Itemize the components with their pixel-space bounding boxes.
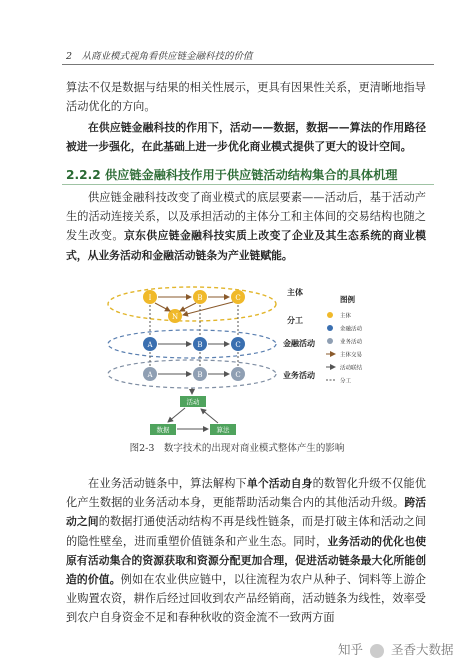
paragraph-4-text-b: 的数智化升级不仅能优化产生数据的业务活动本身，更能帮助活动集合内的其他活动升级。: [66, 477, 426, 510]
watermark-left: 知乎: [338, 642, 364, 657]
paragraph-3: [66, 188, 426, 265]
svg-text:I: I: [148, 294, 152, 302]
paragraph-3-bold: 京东供应链金融科技实质上改变了企业及其生态系统的商业模式，从业务活动和金融活动链条为产业链赋能。: [66, 229, 426, 262]
subject-ellipse: [108, 287, 276, 321]
node-i: [143, 290, 157, 304]
svg-text:B: B: [197, 294, 203, 302]
legend-trade: [326, 351, 363, 359]
business-model-diagram: [100, 282, 400, 438]
svg-text:N: N: [171, 313, 179, 321]
business-node-a: [143, 367, 157, 381]
paragraph-4-text-d: 例如在农业供应链中，以往流程为农户从种子、饲料等上游企业购置农资，耕作后经过回收到农产品经销商，活动链条为线性，效率受到农户自身资金不足和春种秋收的资金流不一致两方面: [66, 573, 426, 625]
watermark-right: 圣香大数据: [390, 642, 454, 657]
svg-text:A: A: [147, 371, 153, 379]
section-number: 2.2.2: [66, 168, 101, 182]
svg-text:分工: 分工: [340, 378, 352, 385]
section-title-text: 供应链金融科技作用于供应链活动结构集合的具体机理: [104, 168, 398, 182]
legend-link: [326, 364, 363, 372]
page-header: 2 从商业模式视角看供应链金融科技的价值: [66, 51, 253, 62]
legend-subject: [327, 312, 352, 320]
business-ellipse: [108, 360, 276, 388]
paragraph-4-bold-a: 单个活动自身: [246, 477, 313, 490]
row-label-subject: 主体: [287, 287, 303, 297]
paragraph-1: 算法不仅是数据与结果的相关性展示，更具有因果性关系，更清晰地指导活动优化的方向。: [66, 81, 426, 114]
figure-caption: 图2-3 数字技术的出现对商业模式整体产生的影响: [129, 443, 345, 454]
svg-text:B: B: [197, 341, 203, 349]
svg-text:业务活动: 业务活动: [340, 339, 363, 346]
paragraph-4: [66, 474, 426, 628]
watermark: [338, 640, 454, 658]
svg-text:B: B: [197, 371, 203, 379]
node-c: [231, 290, 245, 304]
business-node-b: [193, 367, 207, 381]
svg-text:数据: 数据: [156, 426, 170, 434]
paragraph-4-text-a: 在业务活动链条中，算法解构下: [88, 477, 247, 490]
node-n: [168, 309, 182, 323]
section-title: [66, 166, 397, 183]
legend-title: 图例: [340, 295, 355, 304]
svg-text:主体: 主体: [340, 313, 352, 320]
finance-node-a: [143, 337, 157, 351]
svg-text:A: A: [147, 341, 153, 349]
business-node-c: [231, 367, 245, 381]
svg-text:活动联结: 活动联结: [340, 365, 363, 372]
paragraph-4-text-c: 的数据打通使活动结构不再是线性链条，而是打破主体和活动之间的隐性壁垒，进而重塑价值链条和产业生态。同时，: [66, 515, 426, 548]
legend-division: [326, 377, 352, 385]
svg-text:C: C: [235, 371, 241, 379]
svg-text:C: C: [235, 294, 241, 302]
header-rule: [62, 64, 434, 65]
section-rule: [62, 184, 434, 185]
paragraph-2-bold: 在供应链金融科技的作用下，活动——数据，数据——算法的作用路径被进一步强化，在此基础上进一步优化商业模式提供了更大的设计空间。: [66, 121, 426, 154]
svg-text:金融活动: 金融活动: [340, 326, 363, 333]
paragraph-2: [66, 118, 426, 156]
row-label-business: 业务活动: [283, 370, 315, 380]
legend-business: [327, 338, 363, 346]
svg-text:主体交易: 主体交易: [340, 352, 363, 359]
node-b: [193, 290, 207, 304]
finance-node-b: [193, 337, 207, 351]
watermark-paw-icon: [370, 644, 384, 658]
finance-ellipse: [108, 330, 276, 358]
svg-text:活动: 活动: [186, 398, 200, 406]
paragraph-4-bold-b: 跨活动之间: [66, 496, 426, 529]
svg-text:C: C: [235, 341, 241, 349]
finance-node-c: [231, 337, 245, 351]
row-label-finance: 金融活动: [283, 338, 315, 348]
row-label-division: 分工: [287, 315, 303, 325]
paragraph-4-bold-c: 业务活动的优化也使原有活动集合的资源获取和资源分配更加合理，促进活动链条最大化所能创造的价值。: [66, 534, 426, 587]
paragraph-3-text: 供应链金融科技改变了商业模式的底层要素——活动后，基于活动产生的活动连接关系，以及承担活动的主体分工和主体间的交易结构也随之发生改变。: [66, 191, 426, 243]
svg-text:算法: 算法: [216, 426, 230, 434]
legend-finance: [327, 325, 363, 333]
